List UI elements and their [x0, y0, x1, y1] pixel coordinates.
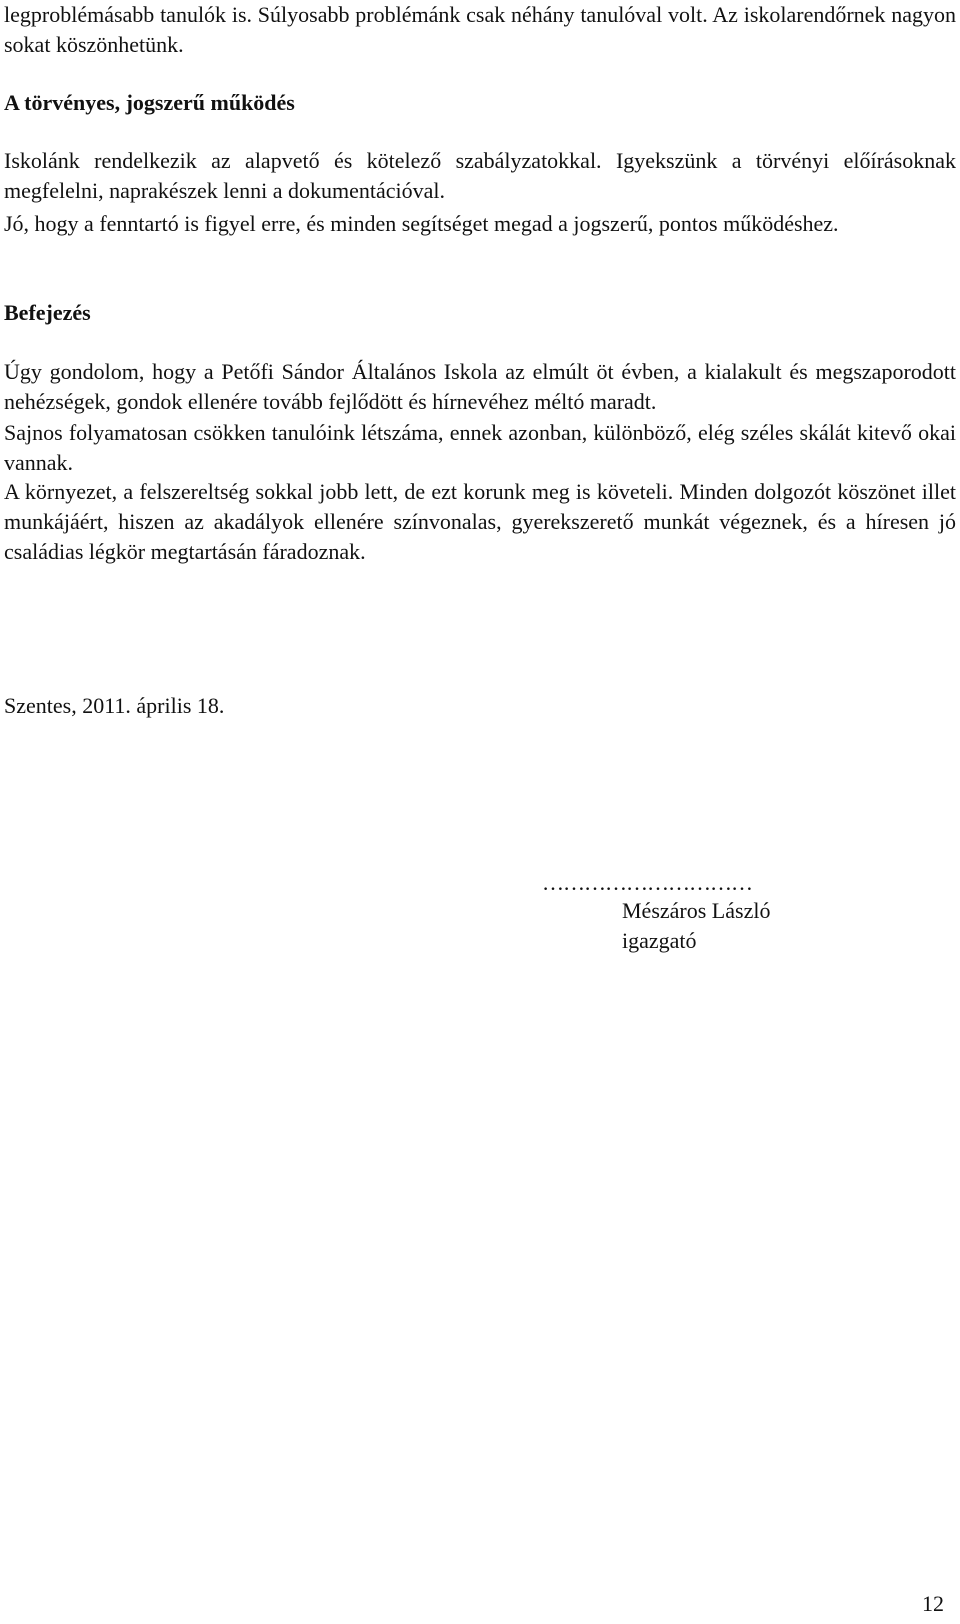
closing-paragraph-3: A környezet, a felszereltség sokkal jobb lett, de ezt korunk meg is követeli. Minden dolgozót köszönet illet munkájáért, hiszen az akadályok ellenére színvonalas, gyerekszerető munkát végeznek, és a híresen jó családias légkör megtartásán fáradoznak.	[4, 479, 956, 564]
legal-paragraph-1: Iskolánk rendelkezik az alapvető és kötelező szabályzatokkal. Igyekszünk a törvényi előírásoknak megfelelni, naprakészek lenni a dokumentációval.	[4, 148, 956, 203]
document-page	[4, 0, 956, 1624]
closing-paragraph-1: Úgy gondolom, hogy a Petőfi Sándor Általános Iskola az elmúlt öt évben, a kialakult és megszaporodott nehézségek, gondok ellenére tovább fejlődött és hírnevéhez méltó maradt.	[4, 359, 956, 414]
place-and-date: Szentes, 2011. április 18.	[4, 693, 225, 718]
closing-paragraph-2: Sajnos folyamatosan csökken tanulóink létszáma, ennek azonban, különböző, elég széles skálát kitevő okai vannak.	[4, 420, 956, 475]
signature-line: …………………………	[542, 870, 752, 895]
legal-paragraph-2: Jó, hogy a fenntartó is figyel erre, és minden segítséget megad a jogszerű, pontos működéshez.	[4, 211, 839, 236]
signatory-name: Mészáros László	[622, 898, 771, 923]
intro-paragraph: legproblémásabb tanulók is. Súlyosabb problémánk csak néhány tanulóval volt. Az iskolarendőrnek nagyon sokat köszönhetünk.	[4, 2, 956, 57]
page-number: 12	[922, 1591, 944, 1616]
section-heading-legal: A törvényes, jogszerű működés	[4, 90, 295, 115]
section-heading-closing: Befejezés	[4, 300, 91, 325]
signatory-title: igazgató	[622, 928, 697, 953]
